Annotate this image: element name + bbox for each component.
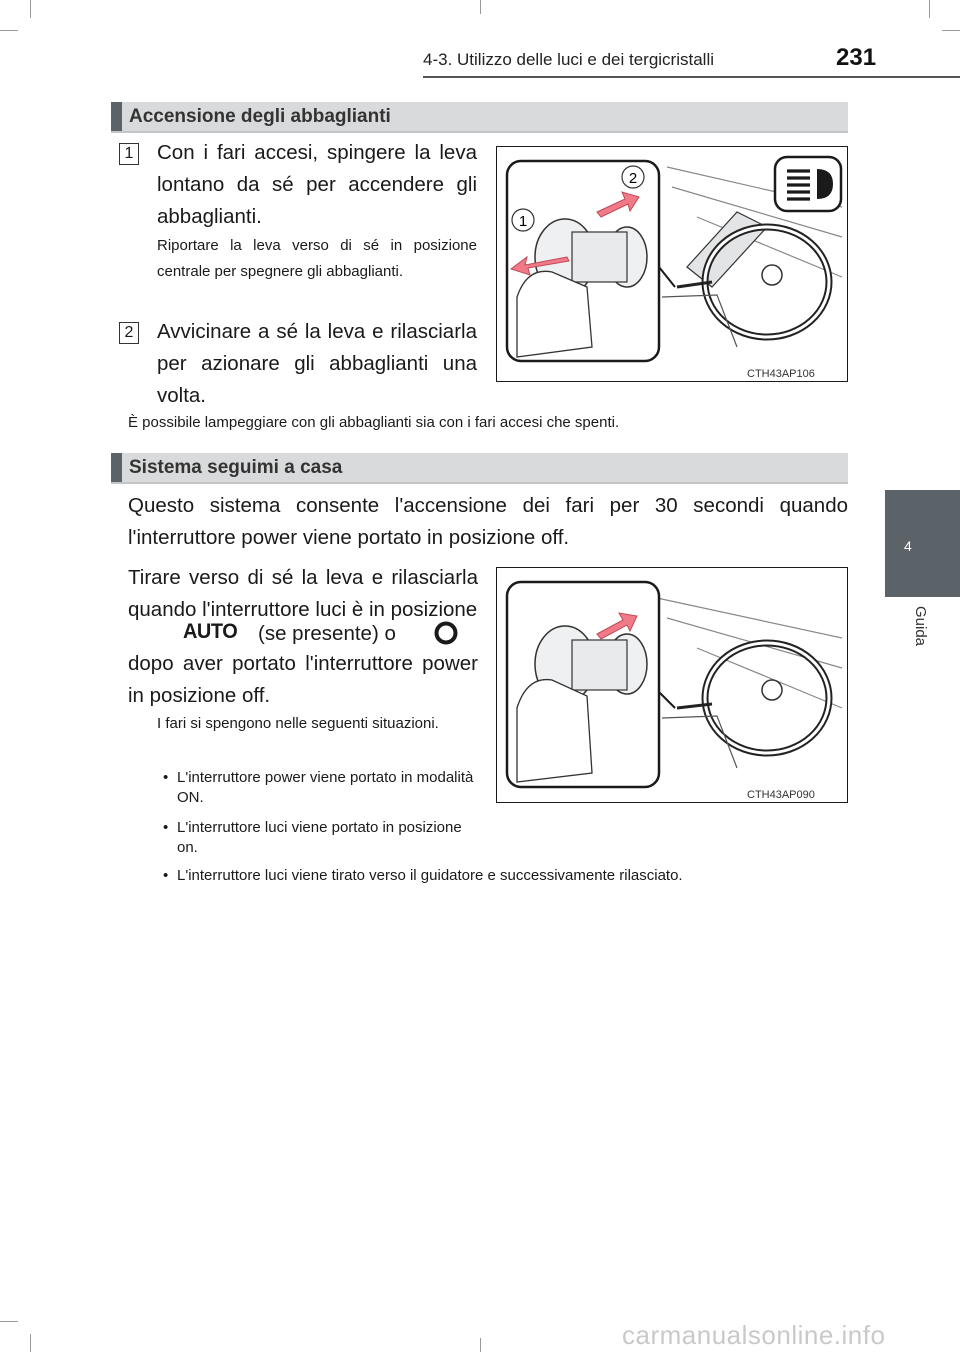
high-beam-icon <box>775 157 841 211</box>
section-heading <box>111 102 848 133</box>
chapter-tab <box>885 490 960 597</box>
list-item: • L'interruttore luci viene portato in posizione on. <box>163 819 462 856</box>
callout-1: 1 <box>518 213 528 230</box>
chapter-tab-label: Guida <box>912 606 929 647</box>
step-note: Riportare la leva verso di sé in posizione centrale per spegnere gli abbaglianti. <box>157 237 477 280</box>
instruction-text: Tirare verso di sé la leva e rilasciarla quando l'interruttore luci è in posizione <box>128 566 478 621</box>
chapter-title: 4-3. Utilizzo delle luci e dei tergicristalli <box>423 50 715 69</box>
step-text: Avvicinare a sé la leva e rilasciarla per azionare gli abbaglianti una volta. <box>157 320 477 407</box>
crop-mark <box>30 0 31 18</box>
watermark: carmanualsonline.info <box>622 1320 886 1350</box>
figure-high-beam <box>496 146 848 382</box>
crop-mark <box>30 1334 31 1352</box>
page-number: 231 <box>836 44 877 71</box>
step-marker: 1 <box>119 143 139 165</box>
light-off-icon <box>433 620 459 651</box>
instruction-text: dopo aver portato l'interruttore power in posizione off. <box>128 652 478 707</box>
section-intro: Questo sistema consente l'accensione dei fari per 30 secondi quando l'interruttore power viene portato in posizione off. <box>128 494 848 549</box>
figure-code: CTH43AP106 <box>747 368 815 380</box>
step-marker: 2 <box>119 322 139 344</box>
off-note: I fari si spengono nelle seguenti situazioni. <box>157 715 439 732</box>
callout-2: 2 <box>628 170 638 187</box>
section-heading <box>111 453 848 484</box>
list-item: • L'interruttore power viene portato in modalità ON. <box>163 769 474 806</box>
header-rule <box>423 76 960 78</box>
crop-mark <box>942 30 960 31</box>
section-heading-bar <box>111 102 122 131</box>
step-text: Con i fari accesi, spingere la leva lontano da sé per accendere gli abbaglianti. <box>157 141 477 228</box>
chapter-tab-number: 4 <box>904 538 912 554</box>
crop-mark <box>0 1321 18 1322</box>
section-heading-bar <box>111 453 122 482</box>
figure-follow-me-home <box>496 567 848 803</box>
crop-mark <box>0 30 18 31</box>
auto-icon: AUTO <box>183 620 238 643</box>
figure-illustration <box>497 147 847 381</box>
instruction-text: (se presente) o <box>258 622 396 645</box>
list-item: • L'interruttore luci viene tirato verso il guidatore e successivamente rilasciato. <box>163 867 683 884</box>
section-heading-text: Sistema seguimi a casa <box>129 457 343 478</box>
crop-mark <box>480 1338 481 1352</box>
crop-mark <box>929 0 930 18</box>
figure-illustration <box>497 568 847 802</box>
figure-code: CTH43AP090 <box>747 789 815 801</box>
crop-mark <box>480 0 481 14</box>
section-note: È possibile lampeggiare con gli abbaglianti sia con i fari accesi che spenti. <box>128 414 620 431</box>
section-heading-text: Accensione degli abbaglianti <box>129 106 391 127</box>
